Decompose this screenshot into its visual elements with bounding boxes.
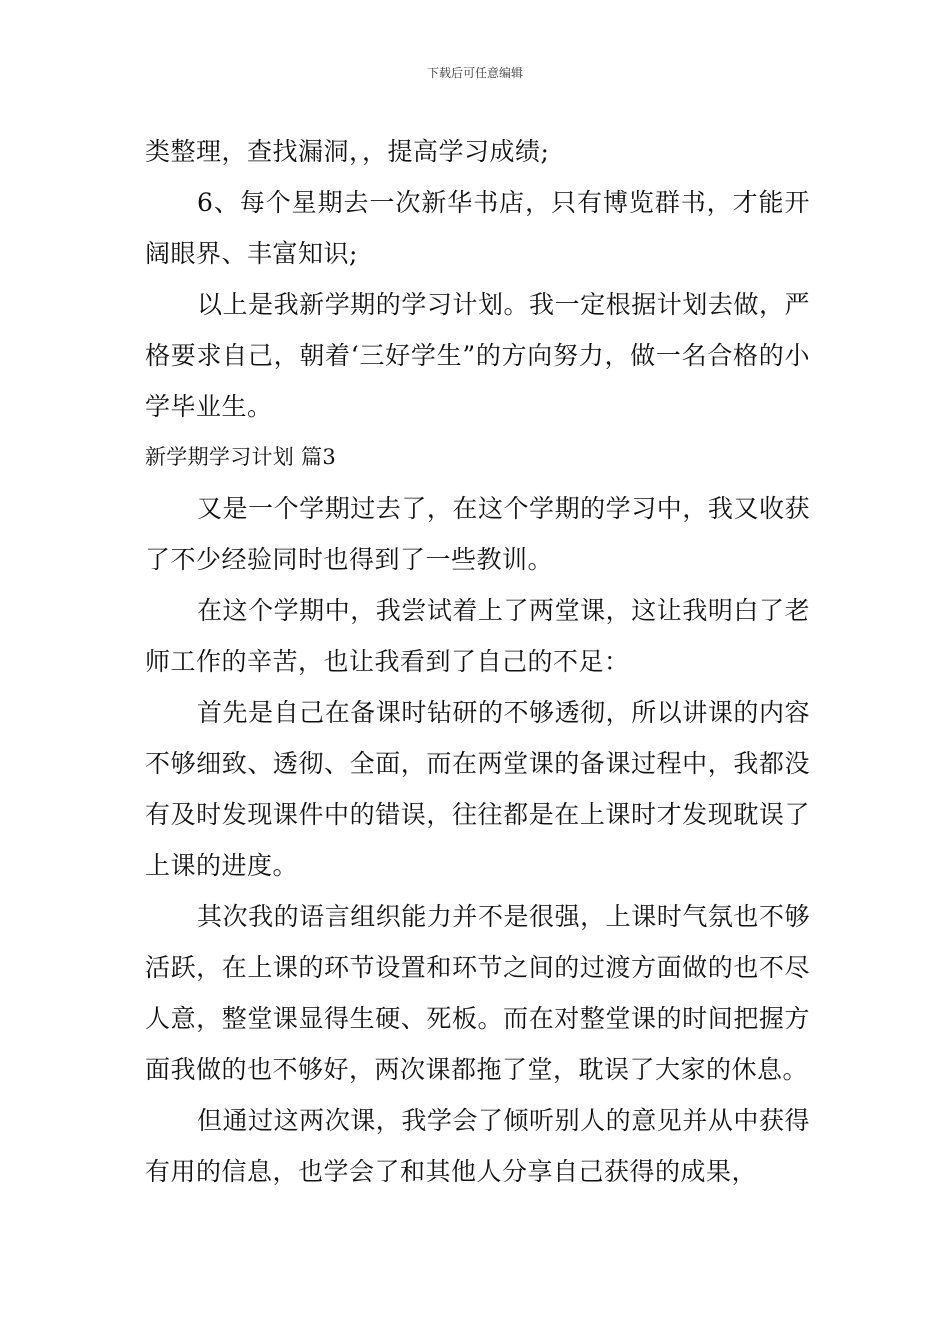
page-header-note: 下载后可任意编辑 — [426, 66, 523, 80]
paragraph-item-6: 6、每个星期去一次新华书店，只有博览群书，才能开阔眼界、丰富知识; — [145, 188, 810, 268]
paragraph-conclusion: 以上是我新学期的学习计划。我一定根据计划去做，严格要求自己，朝着‘三好学生”的方向努力，做一名合格的小学毕业生。 — [145, 290, 810, 421]
section-paragraph: 又是一个学期过去了，在这个学期的学习中，我又收获了不少经验同时也得到了一些教训。 — [145, 494, 810, 574]
section-title: 新学期学习计划 篇3 — [145, 445, 337, 469]
section-paragraph: 在这个学期中，我尝试着上了两堂课，这让我明白了老师工作的辛苦，也让我看到了自己的不足： — [145, 596, 810, 676]
section-paragraph: 首先是自己在备课时钻研的不够透彻，所以讲课的内容不够细致、透彻、全面，而在两堂课的备课过程中，我都没有及时发现课件中的错误，往往都是在上课时才发现耽误了上课的进度。 — [145, 698, 810, 880]
paragraph-continuation: 类整理，查找漏洞，，提高学习成绩; — [145, 137, 550, 166]
section-paragraph: 但通过这两次课，我学会了倾听别人的意见并从中获得有用的信息，也学会了和其他人分享自己获得的成果， — [145, 1106, 810, 1186]
section-paragraph: 其次我的语言组织能力并不是很强，上课时气氛也不够活跃，在上课的环节设置和环节之间的过渡方面做的也不尽人意，整堂课显得生硬、死板。而在对整堂课的时间把握方面我做的也不够好，两次课都拖了堂，耽误了大家的休息。 — [145, 902, 810, 1084]
document-body — [145, 126, 810, 1197]
